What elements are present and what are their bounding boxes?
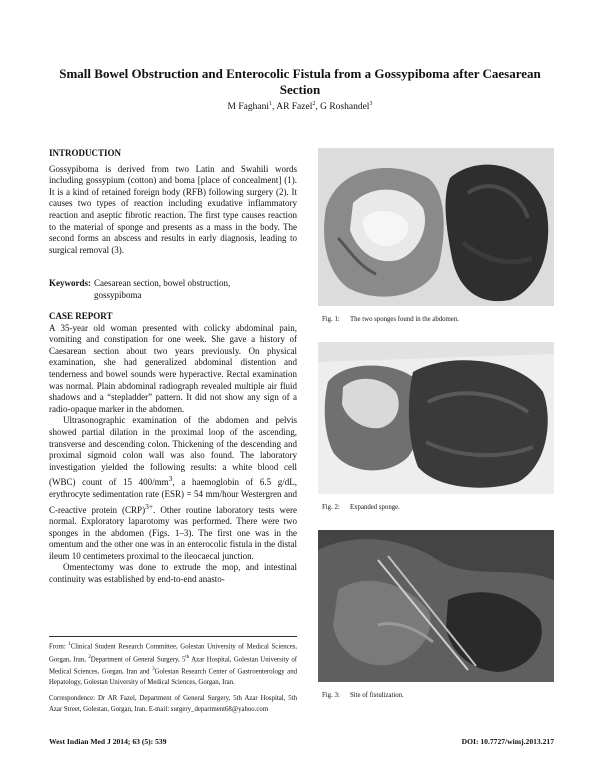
affiliation-2-rest: Azar Hospital, Golestan University of Medical Sciences, Gorgan, Iran and: [49, 655, 297, 676]
affiliation-1: Clinical Student Research Committee, Golestan University of Medical Sciences, Gorgan, Iran,: [49, 643, 297, 663]
keywords-label: Keywords:: [49, 278, 91, 288]
expanded-sponge-image: [318, 342, 554, 494]
case-report-paragraph: [49, 415, 297, 562]
affiliation-2: Department of General Surgery,: [90, 655, 180, 663]
affiliations: From: $^1$Clinical Student Research Committee, Golestan University of Medical Sciences, Gorgan, Iran, $^2$Department of General Surgery, 5th Azar Hospital, Golestan University of Medical Sciences, Gorgan, Iran and $^3$Golestan Research Center of Gastroenterology and Hepatology, Golestan University of Medical Sciences, Gorgan, Iran.: [49, 642, 297, 687]
fistula-site-image: [318, 530, 554, 682]
keywords-block: [49, 278, 297, 301]
article-title: Small Bowel Obstruction and Enterocolic Fistula from a Gossypiboma after Caesarean Section: [59, 66, 541, 97]
figure-caption-text: Site of fistulization.: [350, 692, 404, 699]
correspondence: Correspondence: Dr AR Fazel, Department of General Surgery, 5th Azar Hospital, 5th Azar Street, Golestan, Gorgan, Iran. E-mail: surgery_department68@yahoo.com: [49, 695, 297, 713]
case-report-paragraph: Omentectomy was done to extrude the mop, and intestinal continuity was established by end-to-end anasto-: [49, 562, 297, 585]
author-affiliation: 3: [369, 101, 373, 107]
sponges-photo-image: [318, 148, 554, 306]
introduction-paragraph: Gossypiboma is derived from two Latin and Swahili words including gossypium (cotton) and boma [place of concealment] (1). It is a kind of retained foreign body (RFB) following surgery (2). It causes two types of reaction including exudative inflammatory reaction and aseptic fibrotic reaction. The first type causes reaction to the material of sponge and presents as a mass in the body. The second forms an abscess and results in early diagnosis, leading to surgical removal (3).: [49, 163, 297, 255]
text-run: , a haemoglobin of 6.5 g/dL, erythrocyte sedimentation rate (ESR) = 54 mm/hour Westergren and C-reactive protein (CRP): [49, 477, 297, 515]
case-report-section: [49, 311, 297, 586]
introduction-section: [49, 148, 297, 256]
affiliation-3: Golestan Research Center of Gastroenterology and Hepatology, Golestan University of Medical Sciences, Gorgan, Iran.: [49, 668, 297, 687]
author-name: AR Fazel: [276, 102, 313, 113]
author-affiliation: 2: [312, 101, 316, 107]
case-report-paragraph: A 35-year old woman presented with colicky abdominal pain, vomiting and constipation for one week. She gave a history of Caesarean section about two years previously. On physical examination, she had generalized abdominal distention and tenderness and bowel sounds were hyperactive. Rectal examination was normal. Plain abdominal radiograph revealed multiple air fluid shadows and a “stepladder” pattern. It did not show any sign of a radio-opaque marker in the abdomen.: [49, 322, 297, 414]
figure-2-caption: [322, 504, 400, 511]
introduction-heading: INTRODUCTION: [49, 148, 122, 158]
figure-label: Fig. 3:: [322, 692, 340, 699]
figure-3-caption: [322, 692, 404, 699]
author-line: M Faghani$^1$, AR Fazel$^2$, G Roshandel$^3$: [227, 101, 373, 113]
from-label: From:: [49, 643, 66, 651]
superscript: th: [185, 654, 190, 660]
affiliation-footnotes: [49, 636, 297, 715]
figure-caption-text: Expanded sponge.: [350, 504, 400, 511]
doi-label: DOI: 10.7727/wimj.2013.217: [461, 737, 554, 746]
figure-caption-text: The two sponges found in the abdomen.: [350, 316, 459, 323]
figure-label: Fig. 2:: [322, 504, 340, 511]
figure-3-photo: [318, 530, 554, 682]
text-run: . Other routine laboratory tests were normal. Exploratory laparotomy was performed. There were two sponges in the abdomen (Figs. 1–3). The first one was in the omentum and the other one was in an enterocolic fistula in the distal ileum 10 centimeters proximal to the ileocaecal junction.: [49, 504, 297, 561]
keywords-line: Caesarean section, bowel obstruction,: [94, 278, 231, 288]
keywords-line: gossypiboma: [94, 289, 142, 300]
author-affiliation: 1: [268, 101, 272, 107]
figure-1-caption: [322, 316, 459, 323]
text-run: Ultrasonographic examination of the abdomen and pelvis showed partial dilation in the proximal loop of the ascending, transverse and descending colon. Thickening of the descending and proximal sigmoid colon wall was also found. The laboratory investigation yielded the following results: a white blood cell (WBC) count of 15 400/mm: [49, 415, 297, 488]
author-name: M Faghani: [227, 102, 269, 113]
journal-citation: West Indian Med J 2014; 63 (5): 539: [49, 737, 167, 746]
case-report-heading: CASE REPORT: [49, 311, 113, 321]
affiliation-2-number: 5: [181, 655, 186, 663]
author-name: G Roshandel: [320, 102, 370, 113]
keywords-values: [91, 278, 230, 301]
figure-label: Fig. 1:: [322, 316, 340, 323]
figure-2-photo: [318, 342, 554, 494]
superscript: 3+: [145, 501, 154, 511]
superscript: 3: [168, 474, 173, 484]
figure-1-photo: [318, 148, 554, 306]
